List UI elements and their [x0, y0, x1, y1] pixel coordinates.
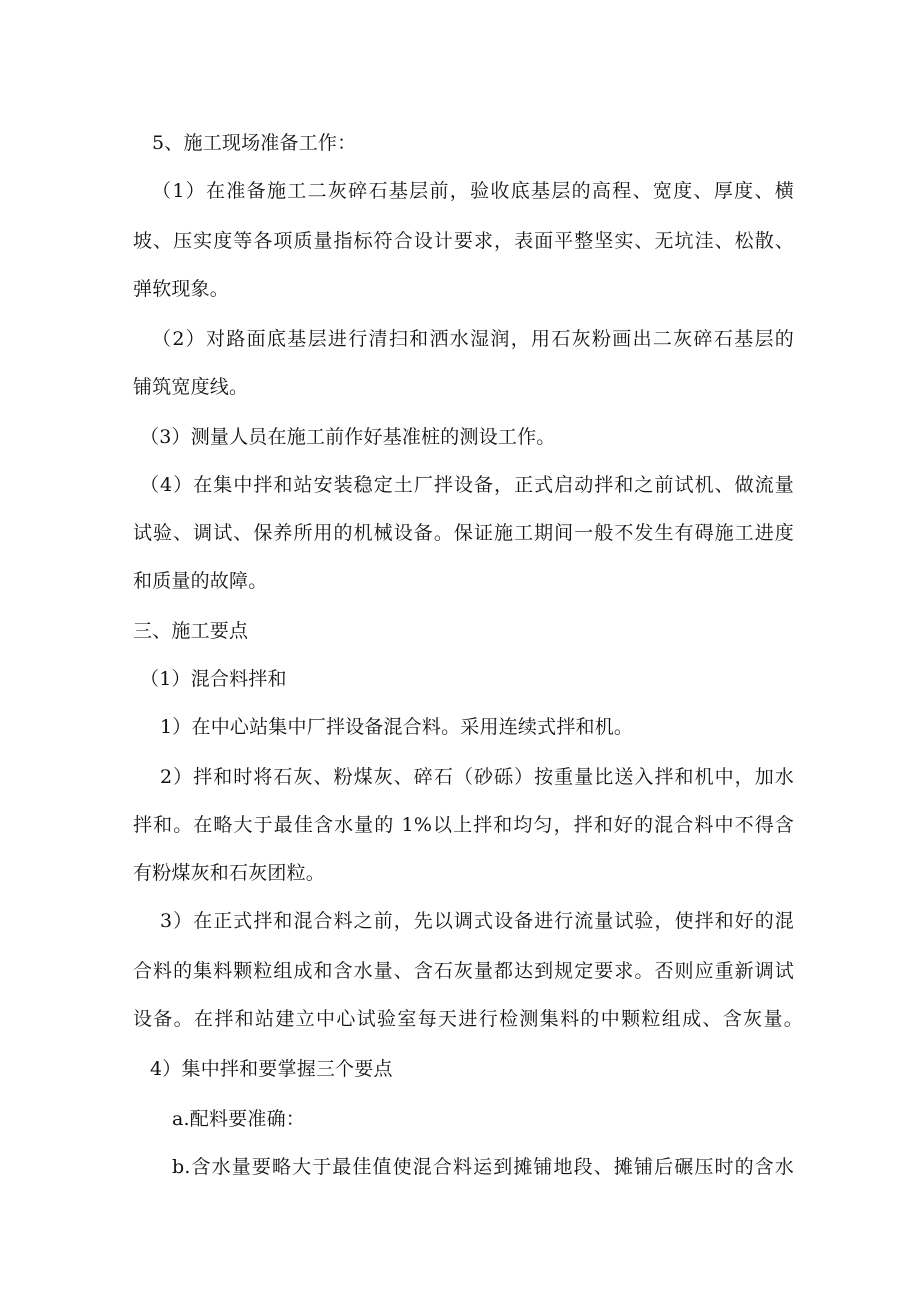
- section-5-heading: 5、施工现场准备工作：: [152, 132, 357, 154]
- subsection-1-heading: （1）混合料拌和: [140, 668, 287, 690]
- item-2-line-1: （2）对路面底基层进行清扫和洒水湿润，用石灰粉画出二灰碎石基层的: [152, 328, 794, 350]
- point-a-line-1: a.配料要准确：: [172, 1108, 305, 1130]
- item-1-line-3: 弹软现象。: [133, 278, 230, 300]
- item-2-line-2: 铺筑宽度线。: [133, 376, 249, 398]
- item-4-line-3: 和质量的故障。: [133, 570, 268, 592]
- item-4-line-2: 试验、调试、保养所用的机械设备。保证施工期间一般不发生有碍施工进度: [133, 522, 794, 544]
- point-2-line-2: 拌和。在略大于最佳含水量的 1%以上拌和均匀，拌和好的混合料中不得含: [133, 814, 794, 836]
- item-1-line-1: （1）在准备施工二灰碎石基层前，验收底基层的高程、宽度、厚度、横: [152, 180, 794, 202]
- item-3-line-1: （3）测量人员在施工前作好基准桩的测设工作。: [140, 426, 556, 448]
- point-3-line-2: 合料的集料颗粒组成和含水量、含石灰量都达到规定要求。否则应重新调试: [133, 960, 794, 982]
- point-2-line-3: 有粉煤灰和石灰团粒。: [133, 862, 326, 884]
- point-4-line-1: 4）集中拌和要掌握三个要点: [150, 1058, 393, 1080]
- item-4-line-1: （4）在集中拌和站安装稳定土厂拌设备，正式启动拌和之前试机、做流量: [140, 474, 794, 496]
- point-3-line-1: 3）在正式拌和混合料之前，先以调式设备进行流量试验，使拌和好的混: [160, 910, 794, 932]
- point-1-line-1: 1）在中心站集中厂拌设备混合料。采用连续式拌和机。: [160, 716, 634, 738]
- point-b-line-1: b.含水量要略大于最佳值使混合料运到摊铺地段、摊铺后碾压时的含水: [172, 1156, 794, 1178]
- item-1-line-2: 坡、压实度等各项质量指标符合设计要求，表面平整坚实、无坑洼、松散、: [133, 230, 794, 252]
- section-3-heading: 三、施工要点: [133, 620, 249, 642]
- point-2-line-1: 2）拌和时将石灰、粉煤灰、碎石（砂砾）按重量比送入拌和机中，加水: [160, 766, 794, 788]
- point-3-line-3: 设备。在拌和站建立中心试验室每天进行检测集料的中颗粒组成、含灰量。: [133, 1008, 803, 1030]
